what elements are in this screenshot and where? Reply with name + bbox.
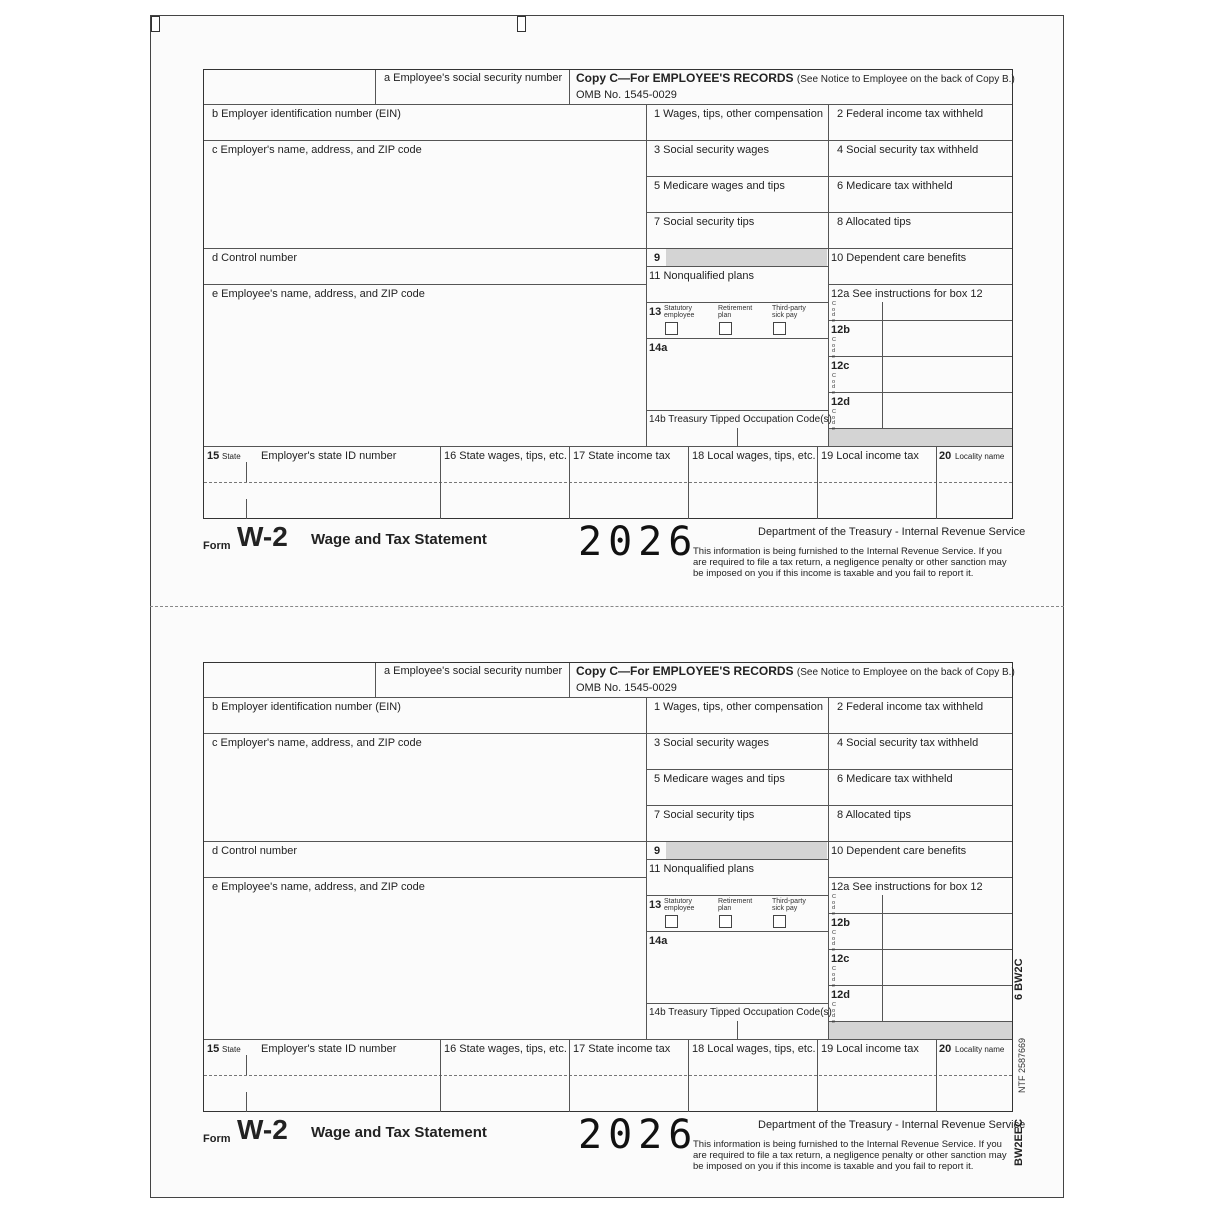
vertical-rule <box>569 446 570 519</box>
box-20: 20 <box>939 450 952 462</box>
box-15: 15 <box>207 450 220 462</box>
field-a-ssn: a Employee's social security number <box>384 665 563 677</box>
box-20: 20 <box>939 1043 952 1055</box>
locality-label: Locality name <box>955 1045 1005 1054</box>
box-9-shade <box>666 249 827 266</box>
w2-copy-top <box>0 15 1214 579</box>
horizontal-rule <box>204 841 1012 842</box>
horizontal-rule <box>204 446 1012 447</box>
vertical-rule <box>737 1021 738 1039</box>
side-code-bw2c: 6 BW2C <box>1013 958 1025 1000</box>
box-16: 16 State wages, tips, etc. <box>444 450 567 462</box>
box-18: 18 Local wages, tips, etc. <box>692 450 816 462</box>
horizontal-rule <box>204 248 1012 249</box>
state-id-label: Employer's state ID number <box>261 450 397 462</box>
w2-copy-bottom <box>0 608 1214 1172</box>
box-2: 2 Federal income tax withheld <box>837 108 984 120</box>
horizontal-rule <box>204 482 1012 483</box>
horizontal-rule <box>646 769 1012 770</box>
horizontal-rule <box>828 913 1012 914</box>
box-12d: 12d <box>831 989 850 1001</box>
box-14b: 14b Treasury Tipped Occupation Code(s) <box>649 414 832 425</box>
box-12c: 12c <box>831 953 850 965</box>
horizontal-rule <box>646 302 828 303</box>
box-8: 8 Allocated tips <box>837 809 911 821</box>
horizontal-rule <box>204 1039 1012 1040</box>
vertical-rule <box>688 446 689 519</box>
box-9: 9 <box>654 845 661 857</box>
vertical-rule <box>936 1039 937 1112</box>
vertical-rule <box>569 70 570 104</box>
horizontal-rule <box>204 284 646 285</box>
code-label-12a: C o d e <box>832 301 836 324</box>
box-3: 3 Social security wages <box>654 737 769 749</box>
form-word: Form <box>203 1133 231 1145</box>
vertical-rule <box>246 462 247 482</box>
statutory-employee-checkbox[interactable] <box>665 322 678 335</box>
horizontal-rule <box>828 949 1012 950</box>
field-e-employee: e Employee's name, address, and ZIP code <box>212 881 425 893</box>
horizontal-rule <box>646 895 828 896</box>
side-code-bw2eec: BW2EEC <box>1013 1118 1025 1166</box>
tax-year: 2026 <box>578 1112 699 1158</box>
retirement-plan-label: Retirement plan <box>718 898 753 912</box>
box-9-shade <box>666 842 827 859</box>
box-1: 1 Wages, tips, other compensation <box>654 701 823 713</box>
box-19: 19 Local income tax <box>821 450 919 462</box>
statutory-employee-label: Statutory employee <box>664 898 695 912</box>
notice-text: This information is being furnished to the Internal Revenue Service. If you are required to file a tax return, a negligence penalty or other sanction may be imposed on you if this income is taxable and you fail to report it. <box>693 1139 1007 1172</box>
box-11: 11 Nonqualified plans <box>649 863 754 875</box>
field-d-control: d Control number <box>212 845 297 857</box>
horizontal-rule <box>204 104 1012 105</box>
box-9: 9 <box>654 252 661 264</box>
box-14b: 14b Treasury Tipped Occupation Code(s) <box>649 1007 832 1018</box>
box-13: 13 <box>649 306 662 318</box>
field-d-control: d Control number <box>212 252 297 264</box>
state-label: State <box>222 1045 241 1054</box>
field-c-employer: c Employer's name, address, and ZIP code <box>212 144 422 156</box>
box-12b: 12b <box>831 917 850 929</box>
vertical-rule <box>688 1039 689 1112</box>
box-4: 4 Social security tax withheld <box>837 737 979 749</box>
box-14a: 14a <box>649 935 668 947</box>
horizontal-rule <box>828 356 1012 357</box>
horizontal-rule <box>204 733 1012 734</box>
statutory-employee-checkbox[interactable] <box>665 915 678 928</box>
vertical-rule <box>375 663 376 697</box>
horizontal-rule <box>646 1003 828 1004</box>
box-5: 5 Medicare wages and tips <box>654 180 785 192</box>
field-c-employer: c Employer's name, address, and ZIP code <box>212 737 422 749</box>
code-label-12b: C o d e <box>832 930 836 953</box>
retirement-plan-label: Retirement plan <box>718 305 753 319</box>
box-7: 7 Social security tips <box>654 809 755 821</box>
code-label-12b: C o d e <box>832 337 836 360</box>
horizontal-rule <box>204 1075 1012 1076</box>
box-5: 5 Medicare wages and tips <box>654 773 785 785</box>
vertical-rule <box>737 428 738 446</box>
horizontal-rule <box>204 877 646 878</box>
box-1: 1 Wages, tips, other compensation <box>654 108 823 120</box>
vertical-rule <box>569 663 570 697</box>
box-3: 3 Social security wages <box>654 144 769 156</box>
form-number: W-2 <box>237 1114 288 1145</box>
tax-year: 2026 <box>578 519 699 565</box>
code-label-12c: C o d e <box>832 373 836 396</box>
third-party-sick-pay-checkbox[interactable] <box>773 322 786 335</box>
box-2: 2 Federal income tax withheld <box>837 701 984 713</box>
code-label-12d: C o d e <box>832 1002 836 1025</box>
vertical-rule <box>440 1039 441 1112</box>
side-code-ntf: NTF 2587669 <box>1017 1037 1027 1093</box>
box-4: 4 Social security tax withheld <box>837 144 979 156</box>
box-10: 10 Dependent care benefits <box>831 845 967 857</box>
notice-text: This information is being furnished to the Internal Revenue Service. If you are required to file a tax return, a negligence penalty or other sanction may be imposed on you if this income is taxable and you fail to report it. <box>693 546 1007 579</box>
vertical-rule <box>828 104 829 446</box>
horizontal-rule <box>828 392 1012 393</box>
box-6: 6 Medicare tax withheld <box>837 773 953 785</box>
box-14a: 14a <box>649 342 668 354</box>
box-12b: 12b <box>831 324 850 336</box>
copy-note: (See Notice to Employee on the back of Copy B.) <box>796 74 1015 85</box>
state-id-label: Employer's state ID number <box>261 1043 397 1055</box>
box-8: 8 Allocated tips <box>837 216 911 228</box>
vertical-rule <box>817 1039 818 1112</box>
vertical-rule <box>828 697 829 1039</box>
box-18: 18 Local wages, tips, etc. <box>692 1043 816 1055</box>
box-17: 17 State income tax <box>573 450 671 462</box>
vertical-rule <box>646 104 647 446</box>
third-party-sick-pay-label: Third-party sick pay <box>772 305 806 319</box>
horizontal-rule <box>646 338 828 339</box>
vertical-rule <box>817 446 818 519</box>
vertical-rule <box>646 697 647 1039</box>
box-12a: 12a See instructions for box 12 <box>831 288 983 300</box>
box-6: 6 Medicare tax withheld <box>837 180 953 192</box>
third-party-sick-pay-checkbox[interactable] <box>773 915 786 928</box>
code-label-12d: C o d e <box>832 409 836 432</box>
box-12c: 12c <box>831 360 850 372</box>
box-12d: 12d <box>831 396 850 408</box>
form-title: Wage and Tax Statement <box>311 1124 487 1141</box>
horizontal-rule <box>828 320 1012 321</box>
statutory-employee-label: Statutory employee <box>664 305 695 319</box>
omb-number: OMB No. 1545-0029 <box>576 89 677 101</box>
form-number: W-2 <box>237 521 288 552</box>
box-15: 15 <box>207 1043 220 1055</box>
box-13: 13 <box>649 899 662 911</box>
horizontal-rule <box>646 212 1012 213</box>
form-title: Wage and Tax Statement <box>311 531 487 548</box>
vertical-rule <box>375 70 376 104</box>
code-label-12c: C o d e <box>832 966 836 989</box>
department: Department of the Treasury - Internal Revenue Service <box>758 1119 1026 1131</box>
state-label: State <box>222 452 241 461</box>
box-16: 16 State wages, tips, etc. <box>444 1043 567 1055</box>
horizontal-rule <box>828 877 1012 878</box>
box-10: 10 Dependent care benefits <box>831 252 967 264</box>
omb-number: OMB No. 1545-0029 <box>576 682 677 694</box>
box-19: 19 Local income tax <box>821 1043 919 1055</box>
perforation-line <box>150 606 1064 607</box>
horizontal-rule <box>204 697 1012 698</box>
horizontal-rule <box>646 266 828 267</box>
field-e-employee: e Employee's name, address, and ZIP code <box>212 288 425 300</box>
horizontal-rule <box>646 410 828 411</box>
copy-heading: Copy C—For EMPLOYEE'S RECORDS (See Notice to Employee on the back of Copy B.) <box>576 664 1015 678</box>
retirement-plan-checkbox[interactable] <box>719 915 732 928</box>
vertical-rule <box>440 446 441 519</box>
department: Department of the Treasury - Internal Revenue Service <box>758 526 1026 538</box>
vertical-rule <box>569 1039 570 1112</box>
locality-label: Locality name <box>955 452 1005 461</box>
copy-note: (See Notice to Employee on the back of Copy B.) <box>796 667 1015 678</box>
horizontal-rule <box>646 859 828 860</box>
vertical-rule <box>246 499 247 519</box>
code-label-12a: C o d e <box>832 894 836 917</box>
vertical-rule <box>882 895 883 1021</box>
box-17: 17 State income tax <box>573 1043 671 1055</box>
vertical-rule <box>882 302 883 428</box>
horizontal-rule <box>646 931 828 932</box>
retirement-plan-checkbox[interactable] <box>719 322 732 335</box>
third-party-sick-pay-label: Third-party sick pay <box>772 898 806 912</box>
box-12a: 12a See instructions for box 12 <box>831 881 983 893</box>
horizontal-rule <box>828 284 1012 285</box>
vertical-rule <box>246 1055 247 1075</box>
field-b-ein: b Employer identification number (EIN) <box>212 701 401 713</box>
box-12-shade <box>829 429 1012 446</box>
horizontal-rule <box>204 140 1012 141</box>
horizontal-rule <box>646 805 1012 806</box>
vertical-rule <box>936 446 937 519</box>
field-b-ein: b Employer identification number (EIN) <box>212 108 401 120</box>
form-word: Form <box>203 540 231 552</box>
box-12-shade <box>829 1022 1012 1039</box>
box-11: 11 Nonqualified plans <box>649 270 754 282</box>
vertical-rule <box>246 1092 247 1112</box>
copy-heading: Copy C—For EMPLOYEE'S RECORDS (See Notice to Employee on the back of Copy B.) <box>576 71 1015 85</box>
horizontal-rule <box>646 176 1012 177</box>
box-7: 7 Social security tips <box>654 216 755 228</box>
horizontal-rule <box>828 985 1012 986</box>
field-a-ssn: a Employee's social security number <box>384 72 563 84</box>
